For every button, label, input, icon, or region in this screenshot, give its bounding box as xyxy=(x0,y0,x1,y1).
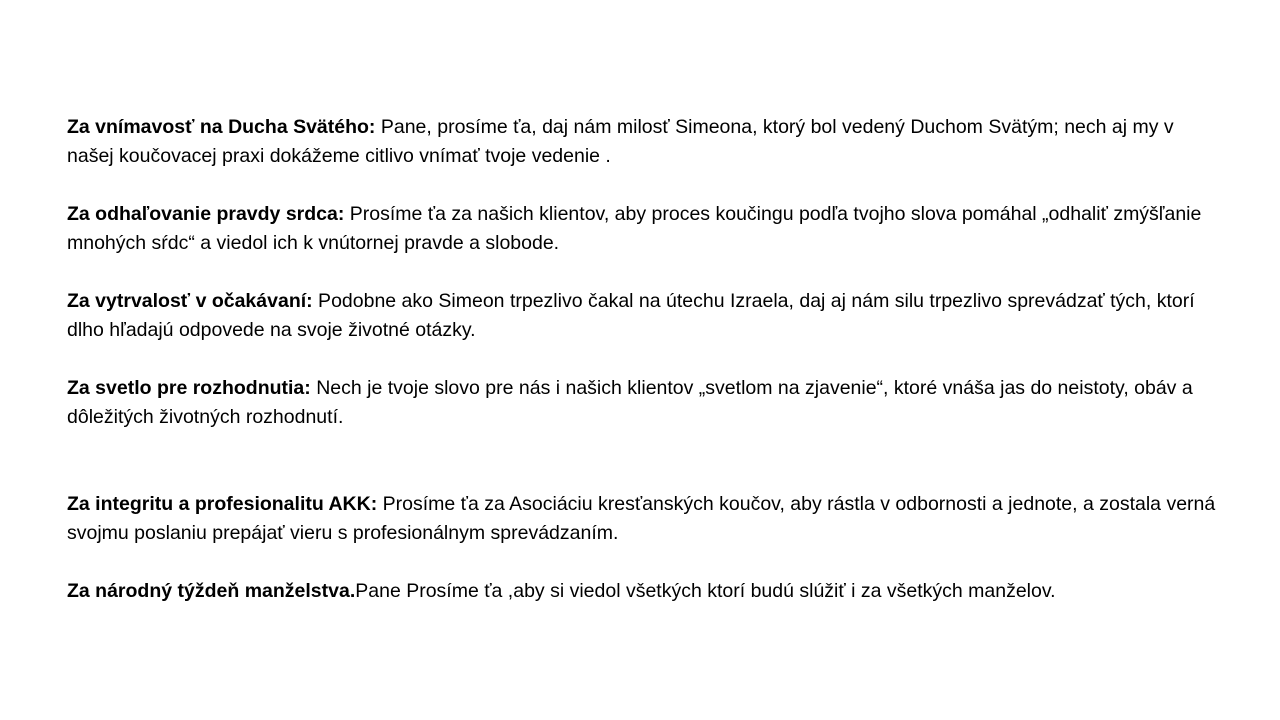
prayer-paragraph-marriage-week xyxy=(67,577,1217,606)
prayer-paragraph-holy-spirit xyxy=(67,113,1217,171)
paragraph-heading: Za vytrvalosť v očakávaní: xyxy=(67,290,313,312)
prayer-paragraph-akk xyxy=(67,490,1217,548)
paragraph-text: Pane, prosíme ťa, daj nám milosť Simeona, ktorý bol vedený Duchom Svätým; nech aj my v našej koučovacej praxi dokážeme citlivo vnímať tvoje vedenie . xyxy=(67,116,1174,167)
paragraph-heading: Za vnímavosť na Ducha Svätého: xyxy=(67,116,376,138)
paragraph-text: Podobne ako Simeon trpezlivo čakal na útechu Izraela, daj aj nám silu trpezlivo sprevádzať tých, ktorí dlho hľadajú odpovede na svoje životné otázky. xyxy=(67,290,1195,341)
slide-body xyxy=(67,113,1217,635)
paragraph-text: Prosíme ťa za Asociáciu kresťanských koučov, aby rástla v odbornosti a jednote, a zostala verná svojmu poslaniu prepájať vieru s profesionálnym sprevádzaním. xyxy=(67,493,1216,544)
paragraph-text: Pane Prosíme ťa ,aby si viedol všetkých ktorí budú slúžiť i za všetkých manželov. xyxy=(355,580,1056,602)
prayer-paragraph-decisions xyxy=(67,374,1217,432)
paragraph-heading: Za integritu a profesionalitu AKK: xyxy=(67,493,378,515)
prayer-paragraph-perseverance xyxy=(67,287,1217,345)
prayer-paragraph-heart-truth xyxy=(67,200,1217,258)
paragraph-heading: Za odhaľovanie pravdy srdca: xyxy=(67,203,345,225)
paragraph-heading: Za národný týždeň manželstva. xyxy=(67,580,356,602)
paragraph-text: Prosíme ťa za našich klientov, aby proces koučingu podľa tvojho slova pomáhal „odhaliť zmýšľanie mnohých sŕdc“ a viedol ich k vnútornej pravde a slobode. xyxy=(67,203,1202,254)
paragraph-text: Nech je tvoje slovo pre nás i našich klientov „svetlom na zjavenie“, ktoré vnáša jas do neistoty, obáv a dôležitých životných rozhodnutí. xyxy=(67,377,1193,428)
paragraph-heading: Za svetlo pre rozhodnutia: xyxy=(67,377,311,399)
